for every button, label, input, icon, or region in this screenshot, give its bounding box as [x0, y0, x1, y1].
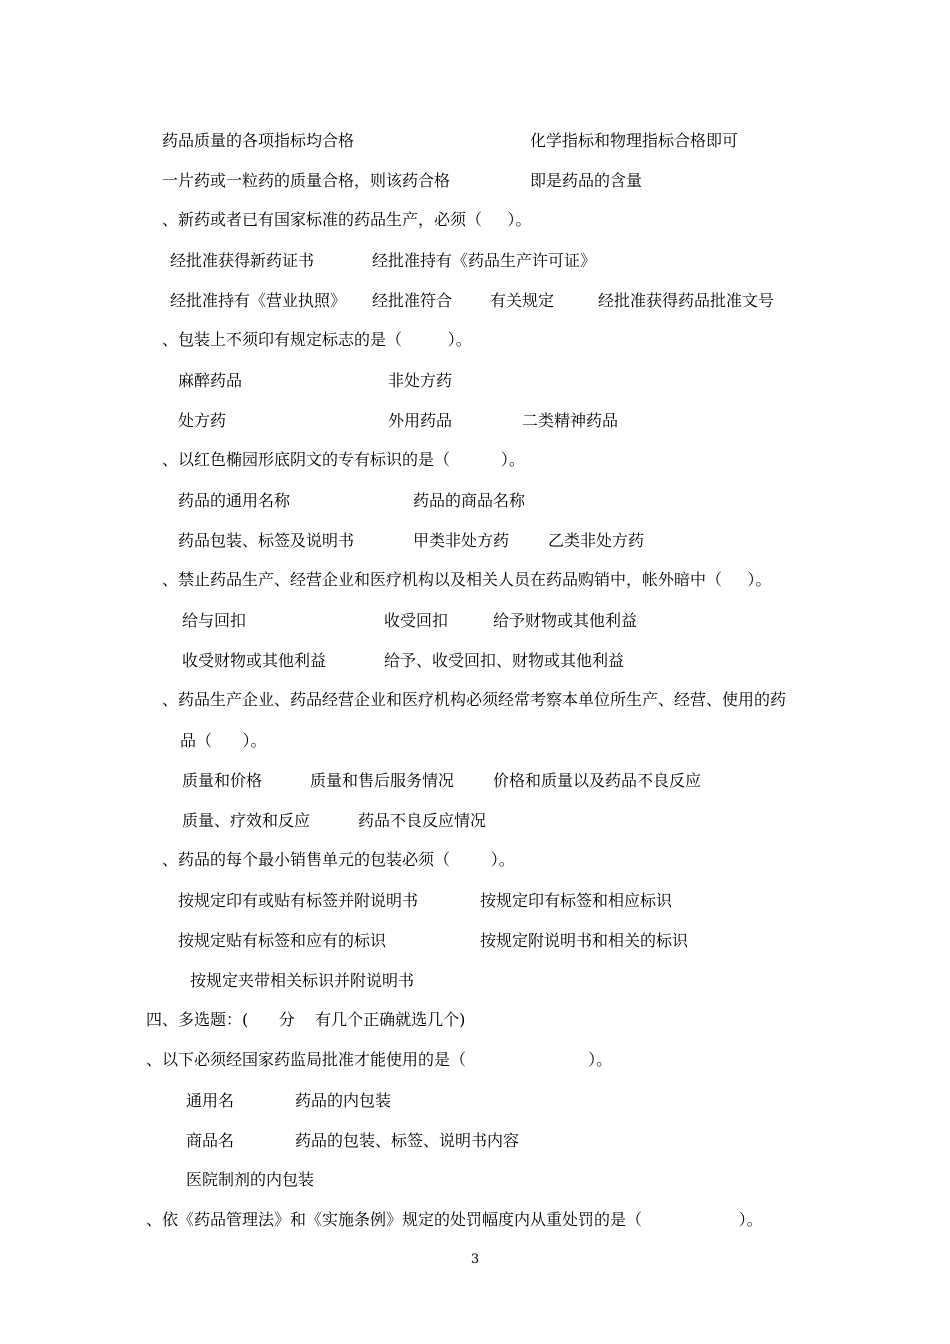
question-stem: 、以红色椭园形底阴文的专有标识的是（ ）。	[162, 450, 525, 469]
option-d-continued: 有关规定	[490, 291, 555, 310]
question-stem: 、新药或者已有国家标准的药品生产，必须（ ）。	[162, 210, 532, 229]
option-d: 药品的包装、标签、说明书内容	[295, 1131, 520, 1150]
option-d: 即是药品的含量	[530, 171, 643, 190]
option-d: 收受财物或其他利益	[182, 651, 327, 670]
option-d: 经批准符合	[372, 291, 453, 310]
question-stem-continued: 品（ ）。	[180, 731, 267, 750]
option-d: 外用药品	[388, 411, 453, 430]
option-e: 二类精神药品	[522, 411, 619, 430]
question-stem: 、依《药品管理法》和《实施条例》规定的处罚幅度内从重处罚的是（ ）。	[146, 1210, 763, 1229]
option-c: 给予财物或其他利益	[493, 611, 638, 630]
option-b: 药品的商品名称	[413, 491, 526, 510]
page-number: 3	[470, 1252, 480, 1267]
section-heading: 四、多选题：( 分 有几个正确就选几个)	[146, 1010, 466, 1029]
question-stem: 、禁止药品生产、经营企业和医疗机构以及相关人员在药品购销中，帐外暗中（ ）。	[162, 570, 772, 589]
option-e: 按规定夹带相关标识并附说明书	[190, 971, 415, 990]
option-a: 经批准获得新药证书	[170, 251, 315, 270]
option-e: 给予、收受回扣、财物或其他利益	[384, 651, 625, 670]
option-b: 经批准持有《药品生产许可证》	[372, 251, 597, 270]
option-b: 药品的内包装	[295, 1091, 392, 1110]
option-e: 医院制剂的内包装	[186, 1170, 315, 1189]
option-d: 按规定附说明书和相关的标识	[480, 931, 689, 950]
option-a: 质量和价格	[182, 771, 263, 790]
option-c: 按规定贴有标签和应有的标识	[178, 931, 387, 950]
question-stem: 、包装上不须印有规定标志的是（ ）。	[162, 330, 472, 349]
question-stem: 、以下必须经国家药监局批准才能使用的是（ ）。	[146, 1050, 613, 1069]
option-b: 按规定印有标签和相应标识	[480, 891, 673, 910]
option-c: 处方药	[178, 411, 227, 430]
option-d: 甲类非处方药	[413, 531, 510, 550]
option-c: 一片药或一粒药的质量合格，则该药合格	[162, 171, 451, 190]
option-a: 给与回扣	[182, 611, 247, 630]
option-a: 按规定印有或贴有标签并附说明书	[178, 891, 419, 910]
option-c: 商品名	[186, 1131, 235, 1150]
question-stem: 、药品的每个最小销售单元的包装必须（ ）。	[162, 850, 515, 869]
option-c: 价格和质量以及药品不良反应	[493, 771, 702, 790]
option-a: 麻醉药品	[178, 371, 243, 390]
option-b: 化学指标和物理指标合格即可	[530, 131, 739, 150]
option-b: 收受回扣	[384, 611, 449, 630]
option-c: 药品包装、标签及说明书	[178, 531, 355, 550]
option-a: 药品质量的各项指标均合格	[162, 131, 355, 150]
option-c: 经批准持有《营业执照》	[170, 291, 347, 310]
option-e: 经批准获得药品批准文号	[598, 291, 775, 310]
option-a: 药品的通用名称	[178, 491, 291, 510]
option-b: 质量和售后服务情况	[310, 771, 455, 790]
option-d: 质量、疗效和反应	[182, 811, 311, 830]
option-e: 乙类非处方药	[548, 531, 645, 550]
option-b: 非处方药	[388, 371, 453, 390]
option-a: 通用名	[186, 1091, 235, 1110]
option-e: 药品不良反应情况	[358, 811, 487, 830]
question-stem: 、药品生产企业、药品经营企业和医疗机构必须经常考察本单位所生产、经营、使用的药	[162, 690, 787, 709]
